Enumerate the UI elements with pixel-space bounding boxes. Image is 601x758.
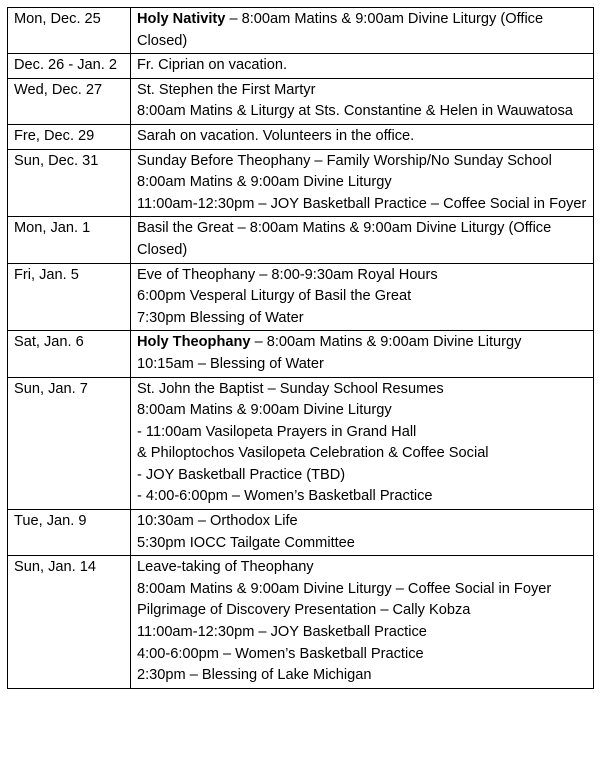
event-text: 5:30pm IOCC Tailgate Committee [137,534,355,551]
event-text: St. Stephen the First Martyr [137,81,316,98]
event-line [137,151,587,173]
events-cell [131,263,594,331]
event-line [137,533,587,555]
event-line [137,579,587,601]
schedule-row [8,8,594,54]
event-text: 8:00am Matins & 9:00am Divine Liturgy – Coffee Social in Foyer [137,580,552,597]
event-line [137,644,587,666]
event-line [137,126,587,148]
schedule-table [7,7,594,689]
schedule-row [8,510,594,556]
events-cell [131,8,594,54]
event-line [137,265,587,287]
events-cell [131,149,594,217]
date-cell: Sun, Jan. 14 [8,556,131,689]
date-cell: Sun, Jan. 7 [8,377,131,510]
event-text: 11:00am-12:30pm – JOY Basketball Practice [137,624,427,641]
event-line [137,308,587,330]
feast-title: Holy Nativity [137,11,226,27]
event-text: 8:00am Matins & 9:00am Divine Liturgy [137,174,392,191]
event-text: – 8:00am Matins & 9:00am Divine Liturgy (Office Closed) [137,11,544,49]
event-line [137,557,587,579]
event-line [137,218,587,261]
feast-title: Holy Theophany [137,334,251,351]
event-line [137,101,587,123]
event-text: 10:15am – Blessing of Water [137,355,324,372]
event-text: 10:30am – Orthodox Life [137,513,298,530]
event-text: Leave-taking of Theophany [137,559,314,576]
schedule-row [8,78,594,124]
event-text: 7:30pm Blessing of Water [137,309,304,326]
event-line [137,443,587,465]
event-line [137,486,587,508]
event-line [137,172,587,194]
schedule-row [8,54,594,79]
events-cell [131,54,594,79]
event-text: 11:00am-12:30pm – JOY Basketball Practice – Coffee Social in Foyer [137,195,587,212]
schedule-row [8,149,594,217]
date-cell: Sat, Jan. 6 [8,331,131,377]
events-cell [131,331,594,377]
events-cell [131,217,594,263]
event-text: Sunday Before Theophany – Family Worship/No Sunday School [137,152,552,169]
event-text: Pilgrimage of Discovery Presentation – Cally Kobza [137,602,471,619]
event-text: Fr. Ciprian on vacation. [137,57,288,74]
event-line [137,665,587,687]
schedule-body [8,8,594,689]
event-line [137,379,587,401]
event-text: - 11:00am Vasilopeta Prayers in Grand Hall [137,423,417,440]
event-line [137,9,587,52]
schedule-row [8,556,594,689]
event-line [137,286,587,308]
date-cell: Dec. 26 - Jan. 2 [8,54,131,79]
event-text: Eve of Theophany – 8:00-9:30am Royal Hours [137,266,438,283]
event-text: – 8:00am Matins & 9:00am Divine Liturgy [250,334,522,351]
events-cell [131,78,594,124]
schedule-row [8,331,594,377]
schedule-row [8,124,594,149]
events-cell [131,124,594,149]
event-line [137,354,587,376]
schedule-row [8,377,594,510]
date-cell: Sun, Dec. 31 [8,149,131,217]
events-cell [131,556,594,689]
event-line [137,400,587,422]
event-text: 8:00am Matins & 9:00am Divine Liturgy [137,402,392,419]
event-line [137,600,587,622]
schedule-row [8,263,594,331]
events-cell [131,377,594,510]
event-text: 2:30pm – Blessing of Lake Michigan [137,667,372,684]
event-line [137,55,587,77]
date-cell: Fri, Jan. 5 [8,263,131,331]
date-cell: Tue, Jan. 9 [8,510,131,556]
event-line [137,622,587,644]
event-text: 8:00am Matins & Liturgy at Sts. Constantine & Helen in Wauwatosa [137,103,573,120]
event-text: St. John the Baptist – Sunday School Resumes [137,380,444,397]
event-text: & Philoptochos Vasilopeta Celebration & Coffee Social [137,445,489,462]
event-text: - JOY Basketball Practice (TBD) [137,466,346,483]
event-line [137,511,587,533]
event-line [137,194,587,216]
event-line [137,465,587,487]
date-cell: Mon, Jan. 1 [8,217,131,263]
event-line [137,332,587,354]
event-text: Sarah on vacation. Volunteers in the office. [137,127,415,144]
date-cell: Fre, Dec. 29 [8,124,131,149]
date-cell: Wed, Dec. 27 [8,78,131,124]
event-text: 6:00pm Vesperal Liturgy of Basil the Great [137,288,412,305]
date-cell: Mon, Dec. 25 [8,8,131,54]
event-line [137,80,587,102]
schedule-row [8,217,594,263]
events-cell [131,510,594,556]
event-text: Basil the Great – 8:00am Matins & 9:00am Divine Liturgy (Office Closed) [137,220,552,258]
event-line [137,422,587,444]
event-text: - 4:00-6:00pm – Women’s Basketball Practice [137,488,433,505]
event-text: 4:00-6:00pm – Women’s Basketball Practice [137,645,424,662]
